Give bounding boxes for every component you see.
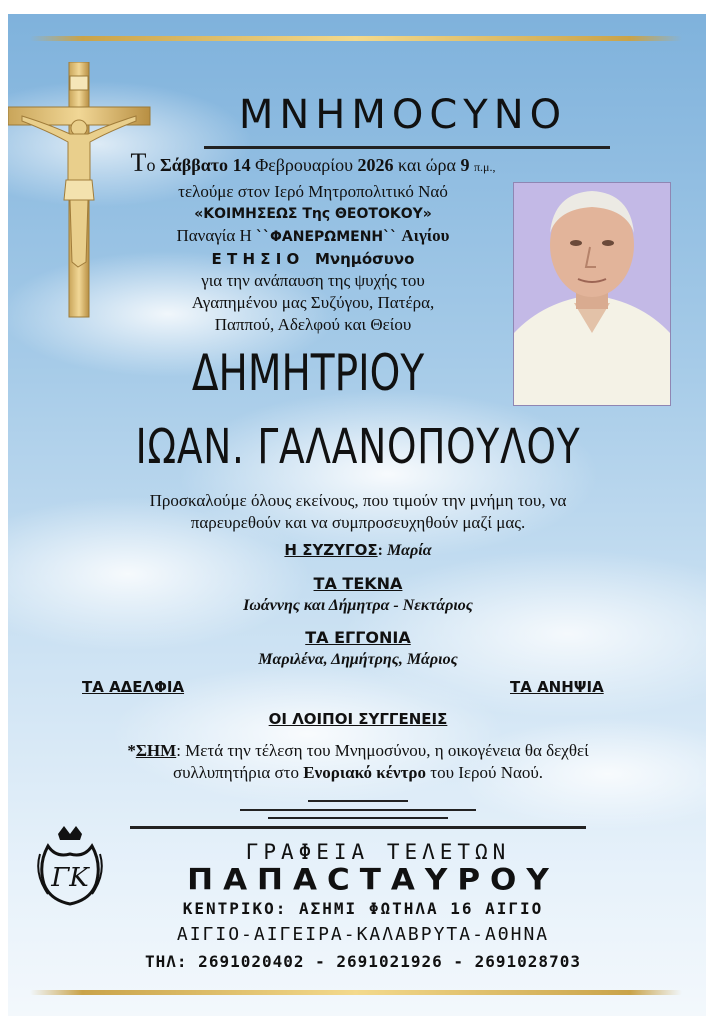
- spouse-line: [158, 541, 558, 560]
- announcement-line-1: [108, 149, 518, 181]
- annual-word: Ε Τ Η Σ Ι Ο: [211, 250, 300, 268]
- grandchildren-label: ΤΑ ΕΓΓΟΝΙΑ: [305, 628, 411, 647]
- announcement: [108, 149, 518, 336]
- colon: :: [377, 542, 383, 559]
- deceased-photo: [513, 182, 671, 406]
- note-label: ΣΗΜ: [135, 741, 177, 760]
- office-name: ΠΑΠΑCΤΑΥΡΟΥ: [187, 862, 559, 898]
- relatives-label: ΟΙ ΛΟΙΠΟΙ ΣΥΓΓΕΝΕΙΣ: [268, 710, 448, 728]
- drop-letter: Τ: [130, 148, 147, 177]
- church-epithet: ``ΦΑΝΕΡΩΜΕΝΗ``: [256, 229, 398, 245]
- hour: 9: [460, 155, 470, 175]
- relatives-section: [158, 710, 558, 729]
- crown-logo-icon: [34, 824, 106, 906]
- note-line-1: [48, 740, 668, 762]
- am-pm: π.μ.,: [473, 160, 496, 174]
- announcement-line-8: Παππού, Αδελφού και Θείου: [214, 315, 412, 334]
- town-name: Αιγίου: [401, 226, 450, 245]
- text-fragment: Παναγία Η: [176, 226, 252, 245]
- church-name: «ΚΟΙΜΗΣΕΩΣ Της ΘΕΟΤΟΚΟΥ»: [194, 206, 432, 222]
- grandchildren-section: [158, 628, 558, 669]
- note-line-2: [48, 762, 668, 784]
- note: [48, 740, 668, 784]
- note-text: : Μετά την τέλεση του Μνημοσύνου, η οικογένεια θα δεχθεί: [176, 741, 589, 760]
- divider-line: [130, 826, 586, 829]
- office-cities: ΑΙΓΙΟ-ΑΙΓΕΙΡΑ-ΚΑΛΑΒΡΥΤΑ-ΑΘΗΝΑ: [176, 924, 550, 945]
- memorial-poster: [8, 14, 706, 1016]
- annual-memorial-line: [108, 248, 518, 270]
- siblings-label: ΤΑ ΑΔΕΛΦΙΑ: [82, 678, 185, 696]
- top-gold-bar: [30, 36, 682, 41]
- text-fragment: ο: [146, 155, 156, 175]
- announcement-line-7: Αγαπημένου μας Συζύγου, Πατέρα,: [191, 293, 435, 312]
- announcement-line-4: [108, 225, 518, 248]
- announcement-line-2: τελούμε στον Ιερό Μητροπολιτικό Ναό: [178, 182, 448, 201]
- invitation-line-2: παρευρεθούν και να συμπροσευχηθούν μαζί μας.: [190, 513, 526, 532]
- memorial-word: Μνημόσυνο: [314, 250, 415, 268]
- text-fragment: συλλυπητήρια στο: [172, 763, 300, 782]
- divider-line: [268, 817, 448, 819]
- nephews-label: ΤΑ ΑΝΗΨΙΑ: [510, 678, 604, 696]
- page-title: ΜΝΗΜΟCΥΝΟ: [238, 92, 568, 138]
- office-address: ΚΕΝΤΡΙΚΟ: ΑΣΗΜΙ ΦΩΤΗΛΑ 16 ΑΙΓΙΟ: [182, 899, 544, 918]
- office-heading: ΓΡΑΦΕΙΑ ΤΕΛΕΤΩΝ: [245, 840, 511, 864]
- text-fragment: του Ιερού Ναού.: [430, 763, 544, 782]
- bottom-gold-bar: [30, 990, 682, 995]
- month-name: Φεβρουαρίου: [255, 155, 353, 175]
- divider-line: [308, 800, 408, 802]
- date-day: 14: [232, 155, 251, 175]
- children-section: [158, 574, 558, 615]
- invitation: [48, 490, 668, 534]
- deceased-last-name: ΙΩΑΝ. ΓΑΛΑΝΟΠΟΥΛΟΥ: [135, 419, 581, 475]
- office-phones: ΤΗΛ: 2691020402 - 2691021926 - 2691028703: [145, 952, 581, 971]
- asterisk: *: [127, 741, 136, 760]
- children-names: Ιωάννης και Δήμητρα - Νεκτάριος: [243, 597, 473, 614]
- day-name: Σάββατο: [159, 155, 229, 175]
- announcement-line-6: για την ανάπαυση της ψυχής του: [201, 271, 425, 290]
- venue-name: Ενοριακό κέντρο: [303, 763, 426, 782]
- year: 2026: [357, 155, 394, 175]
- logo-letters: ΓΚ: [51, 863, 89, 893]
- grandchildren-names: Μαριλένα, Δημήτρης, Μάριος: [258, 651, 458, 668]
- deceased-first-name: ΔΗΜΗΤΡΙΟΥ: [191, 344, 425, 402]
- time-label: και ώρα: [398, 155, 456, 175]
- divider-line: [240, 809, 476, 811]
- invitation-line-1: Προσκαλούμε όλους εκείνους, που τιμούν την μνήμη του, να: [149, 491, 567, 510]
- spouse-name: Μαρία: [386, 542, 432, 559]
- children-label: ΤΑ ΤΕΚΝΑ: [313, 574, 403, 593]
- portrait-image: [514, 183, 670, 405]
- spouse-label: Η ΣΥΖΥΓΟΣ: [284, 541, 378, 559]
